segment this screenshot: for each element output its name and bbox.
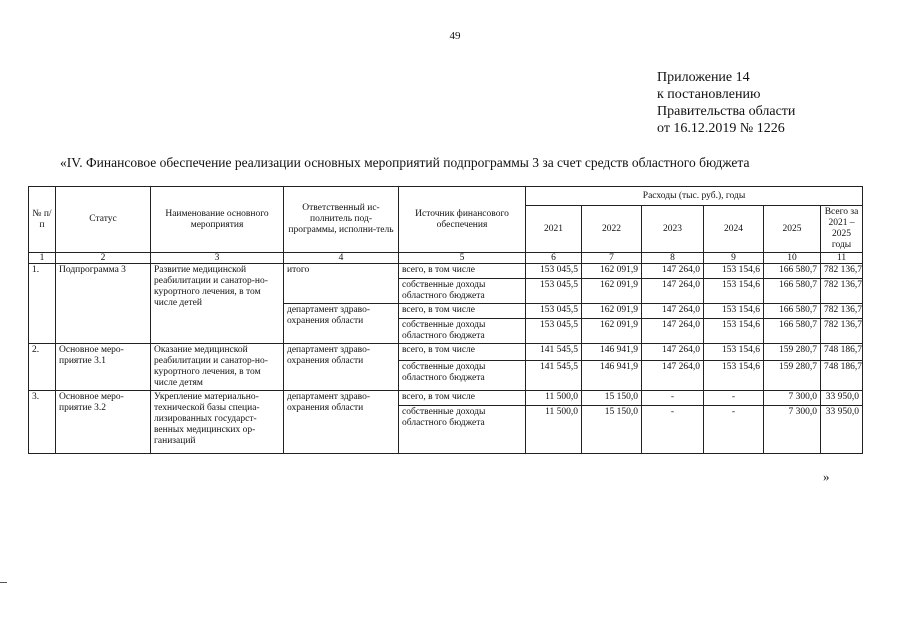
colnum-4: 4 [284,253,399,264]
header-year-2023: 2023 [642,206,704,253]
value-2024: - [704,391,764,406]
value-2022: 162 091,9 [582,279,642,304]
appendix-line-2: к постановлению [657,87,761,102]
row-source: всего, в том числе [399,304,526,319]
colnum-11: 11 [821,253,863,264]
row-activity-name: Развитие медицинской реабилитации и санатор-но-курортного лечения, в том числе детей [151,264,284,344]
value-2022: 146 941,9 [582,344,642,361]
value-2021: 141 545,5 [526,344,582,361]
value-total: 782 136,7 [821,264,863,279]
value-total: 782 136,7 [821,279,863,304]
value-2025: 7 300,0 [764,406,821,454]
row-source: собственные доходы областного бюджета [399,279,526,304]
column-number-row [29,253,863,264]
header-num: № п/п [29,187,56,253]
value-2023: 147 264,0 [642,360,704,390]
value-2025: 7 300,0 [764,391,821,406]
row-source: всего, в том числе [399,344,526,361]
colnum-1: 1 [29,253,56,264]
value-2021: 11 500,0 [526,391,582,406]
value-2024: 153 154,6 [704,304,764,319]
value-2025: 166 580,7 [764,319,821,344]
value-2025: 166 580,7 [764,279,821,304]
row-number: 3. [29,391,56,454]
value-2021: 153 045,5 [526,264,582,279]
header-name: Наименование основного мероприятия [151,187,284,253]
row-source: собственные доходы областного бюджета [399,360,526,390]
value-2021: 141 545,5 [526,360,582,390]
row-executor: итого [284,264,399,304]
value-2021: 153 045,5 [526,279,582,304]
value-2022: 146 941,9 [582,360,642,390]
financing-table [28,186,863,454]
value-2023: 147 264,0 [642,264,704,279]
colnum-7: 7 [582,253,642,264]
row-activity-name: Укрепление материально-технической базы специа-лизированных государст-венных медицинских ор-ганизаций [151,391,284,454]
value-2023: 147 264,0 [642,319,704,344]
value-2023: 147 264,0 [642,279,704,304]
value-2021: 153 045,5 [526,319,582,344]
value-total: 33 950,0 [821,406,863,454]
value-total: 782 136,7 [821,319,863,344]
colnum-3: 3 [151,253,284,264]
header-expenses: Расходы (тыс. руб.), годы [526,187,863,206]
row-executor: департамент здраво-охранения области [284,304,399,344]
value-2022: 162 091,9 [582,264,642,279]
margin-mark [0,582,7,583]
closing-quote: » [823,469,830,484]
row-source: всего, в том числе [399,391,526,406]
header-row-1 [29,187,863,206]
colnum-6: 6 [526,253,582,264]
header-year-2025: 2025 [764,206,821,253]
row-source: всего, в том числе [399,264,526,279]
appendix-line-3: Правительства области [657,104,796,119]
appendix-block [657,69,795,137]
value-2024: 153 154,6 [704,279,764,304]
value-total: 782 136,7 [821,304,863,319]
header-executor: Ответственный ис-полнитель под-программы, исполни-тель [284,187,399,253]
value-total: 33 950,0 [821,391,863,406]
header-year-2021: 2021 [526,206,582,253]
value-2023: - [642,391,704,406]
header-total: Всего за 2021 – 2025 годы [821,206,863,253]
value-2024: 153 154,6 [704,344,764,361]
value-2025: 159 280,7 [764,360,821,390]
value-2024: - [704,406,764,454]
value-total: 748 186,7 [821,344,863,361]
appendix-line-4: от 16.12.2019 № 1226 [657,121,785,136]
appendix-line-1: Приложение 14 [657,70,750,85]
row-source: собственные доходы областного бюджета [399,319,526,344]
value-2022: 15 150,0 [582,406,642,454]
value-2023: - [642,406,704,454]
row-number: 1. [29,264,56,344]
value-2024: 153 154,6 [704,360,764,390]
colnum-10: 10 [764,253,821,264]
value-2023: 147 264,0 [642,344,704,361]
row-executor: департамент здраво-охранения области [284,344,399,391]
row-source: собственные доходы областного бюджета [399,406,526,454]
colnum-8: 8 [642,253,704,264]
value-2022: 162 091,9 [582,319,642,344]
row-executor: департамент здраво-охранения области [284,391,399,454]
value-2025: 166 580,7 [764,264,821,279]
value-2024: 153 154,6 [704,319,764,344]
section-heading: «IV. Финансовое обеспечение реализации основных мероприятий подпрограммы 3 за счет средств областного бюджета [60,155,750,170]
value-2023: 147 264,0 [642,304,704,319]
row-status: Основное меро-приятие 3.1 [56,344,151,391]
colnum-2: 2 [56,253,151,264]
header-source: Источник финансового обеспечения [399,187,526,253]
table-row [29,264,863,279]
colnum-5: 5 [399,253,526,264]
value-2021: 153 045,5 [526,304,582,319]
header-status: Статус [56,187,151,253]
header-year-2024: 2024 [704,206,764,253]
row-number: 2. [29,344,56,391]
table-row [29,391,863,406]
row-status: Подпрограмма 3 [56,264,151,344]
row-status: Основное меро-приятие 3.2 [56,391,151,454]
colnum-9: 9 [704,253,764,264]
value-2024: 153 154,6 [704,264,764,279]
header-year-2022: 2022 [582,206,642,253]
value-2022: 15 150,0 [582,391,642,406]
value-2022: 162 091,9 [582,304,642,319]
value-2021: 11 500,0 [526,406,582,454]
table-row [29,344,863,361]
value-2025: 159 280,7 [764,344,821,361]
value-total: 748 186,7 [821,360,863,390]
value-2025: 166 580,7 [764,304,821,319]
page-number: 49 [449,30,461,42]
row-activity-name: Оказание медицинской реабилитации и санатор-но-курортного лечения, в том числе детям [151,344,284,391]
